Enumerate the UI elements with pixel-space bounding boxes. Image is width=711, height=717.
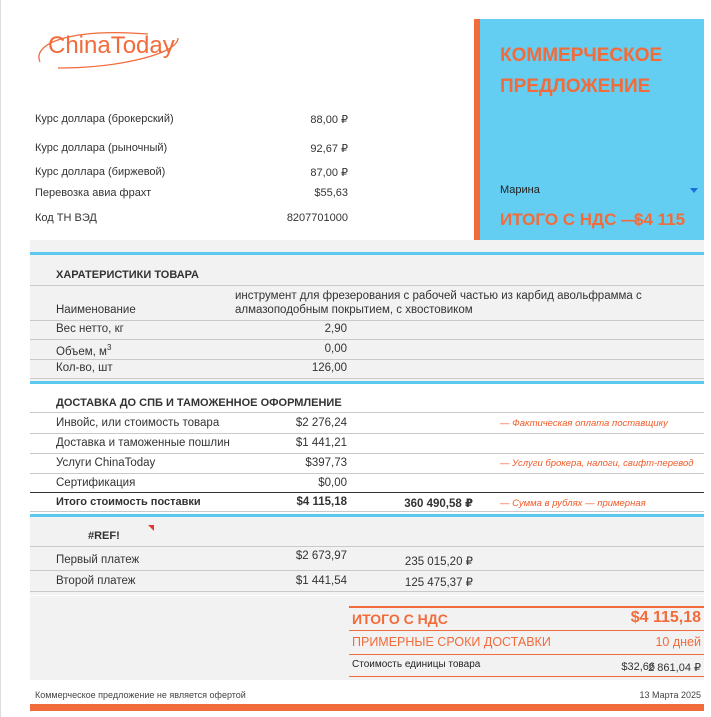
delivery-row-usd: $0,00 xyxy=(318,477,347,489)
gridline xyxy=(30,546,704,547)
rate-label: Курс доллара (биржевой) xyxy=(35,166,166,178)
rate-label: Код ТН ВЭД xyxy=(35,212,97,224)
volume-label-sup: 3 xyxy=(106,343,112,352)
footer-bar xyxy=(30,704,704,711)
summary-divider xyxy=(349,654,704,655)
payment-row-rub: 235 015,20 ₽ xyxy=(404,556,473,568)
gridline xyxy=(30,285,704,286)
gridline xyxy=(30,378,704,379)
manager-name[interactable]: Марина xyxy=(500,184,540,196)
gridline xyxy=(30,339,704,340)
gridline xyxy=(30,570,704,571)
summary-divider xyxy=(349,606,704,608)
rate-label: Курс доллара (рыночный) xyxy=(35,142,168,154)
summary-unit-usd: $32,66 xyxy=(621,661,655,673)
volume-value: 0,00 xyxy=(324,343,347,355)
volume-label xyxy=(56,343,111,358)
gridline xyxy=(30,320,704,321)
summary-divider xyxy=(349,676,704,677)
gridline xyxy=(30,359,704,360)
product-name-line2: алмазоподобным покрытием, с хвостовиком xyxy=(235,304,473,316)
delivery-row-note: — Услуги брокера, налоги, свифт-перевод xyxy=(500,458,694,469)
rate-value: 88,00 ₽ xyxy=(310,114,348,126)
summary-unit-label: Стоимость единицы товара xyxy=(352,659,481,670)
delivery-total-label: Итого стоимость поставки xyxy=(56,496,201,508)
product-name-label: Наименование xyxy=(56,304,136,316)
delivery-row-label: Сертификация xyxy=(56,477,136,489)
qty-label: Кол-во, шт xyxy=(56,362,113,374)
summary-total-value: $4 115,18 xyxy=(630,609,701,626)
weight-value: 2,90 xyxy=(324,323,347,335)
delivery-total-rub: 360 490,58 ₽ xyxy=(404,498,473,510)
comment-marker-icon[interactable] xyxy=(148,525,154,531)
logo-text: ChinaToday xyxy=(48,32,175,59)
qty-value: 126,00 xyxy=(311,362,347,374)
header-total-label: ИТОГО С НДС — xyxy=(500,210,639,229)
sheet-left-border xyxy=(0,0,1,717)
summary-terms-label: ПРИМЕРНЫЕ СРОКИ ДОСТАВКИ xyxy=(352,635,551,649)
volume-label-text: Объем, м xyxy=(56,345,107,358)
delivery-row-usd: $1 441,21 xyxy=(295,437,347,449)
rate-label: Курс доллара (брокерский) xyxy=(35,113,174,125)
summary-terms-value: 10 дней xyxy=(655,635,701,649)
product-name-line1: инструмент для фрезерования с рабочей частью из карбид авольфрамма с xyxy=(235,290,642,302)
summary-unit-rub: 2 861,04 ₽ xyxy=(648,662,701,674)
delivery-row-usd: $2 276,24 xyxy=(295,417,347,429)
product-section-title: ХАРАТЕРИСТИКИ ТОВАРА xyxy=(56,269,199,281)
gridline xyxy=(30,511,704,512)
header-title-line1: КОММЕРЧЕСКОЕ xyxy=(500,45,663,66)
header-total-value: $4 115 xyxy=(634,210,686,229)
rate-value: $55,63 xyxy=(314,187,348,199)
payment-row-rub: 125 475,37 ₽ xyxy=(404,577,473,589)
gridline xyxy=(30,412,704,413)
gridline xyxy=(30,433,704,434)
summary-total-label: ИТОГО С НДС xyxy=(352,611,448,627)
summary-divider xyxy=(349,630,704,631)
rate-value: 92,67 ₽ xyxy=(310,143,348,155)
delivery-row-note: — Фактическая оплата поставщику xyxy=(500,418,668,429)
rate-value: 87,00 ₽ xyxy=(310,167,348,179)
rate-label: Перевозка авиа фрахт xyxy=(35,187,152,199)
gridline xyxy=(30,453,704,454)
payments-section-title: #REF! xyxy=(88,530,120,542)
delivery-row-usd: $397,73 xyxy=(305,457,347,469)
delivery-row-label: Доставка и таможенные пошлин xyxy=(56,437,230,449)
footer-disclaimer: Коммерческое предложение не является офертой xyxy=(35,690,246,700)
delivery-row-label: Услуги ChinaToday xyxy=(56,457,156,469)
header-title-line2: ПРЕДЛОЖЕНИЕ xyxy=(500,76,651,97)
delivery-total-note: — Сумма в рублях — примерная xyxy=(500,498,646,509)
weight-label: Вес нетто, кг xyxy=(56,323,124,335)
payment-row-label: Второй платеж xyxy=(56,575,136,587)
payment-row-usd: $1 441,54 xyxy=(295,575,347,587)
gridline xyxy=(30,591,704,592)
payment-row-label: Первый платеж xyxy=(56,554,140,566)
delivery-total-usd: $4 115,18 xyxy=(296,496,347,508)
footer-date: 13 Марта 2025 xyxy=(639,690,701,700)
delivery-row-label: Инвойс, или стоимость товара xyxy=(56,417,220,429)
rate-value: 8207701000 xyxy=(286,212,348,224)
payment-row-usd: $2 673,97 xyxy=(295,550,347,562)
gridline xyxy=(30,473,704,474)
section-divider xyxy=(30,381,704,384)
gridline xyxy=(30,492,704,493)
delivery-section-title: ДОСТАВКА ДО СПБ И ТАМОЖЕННОЕ ОФОРМЛЕНИЕ xyxy=(56,397,342,409)
chevron-down-icon[interactable] xyxy=(690,188,698,193)
